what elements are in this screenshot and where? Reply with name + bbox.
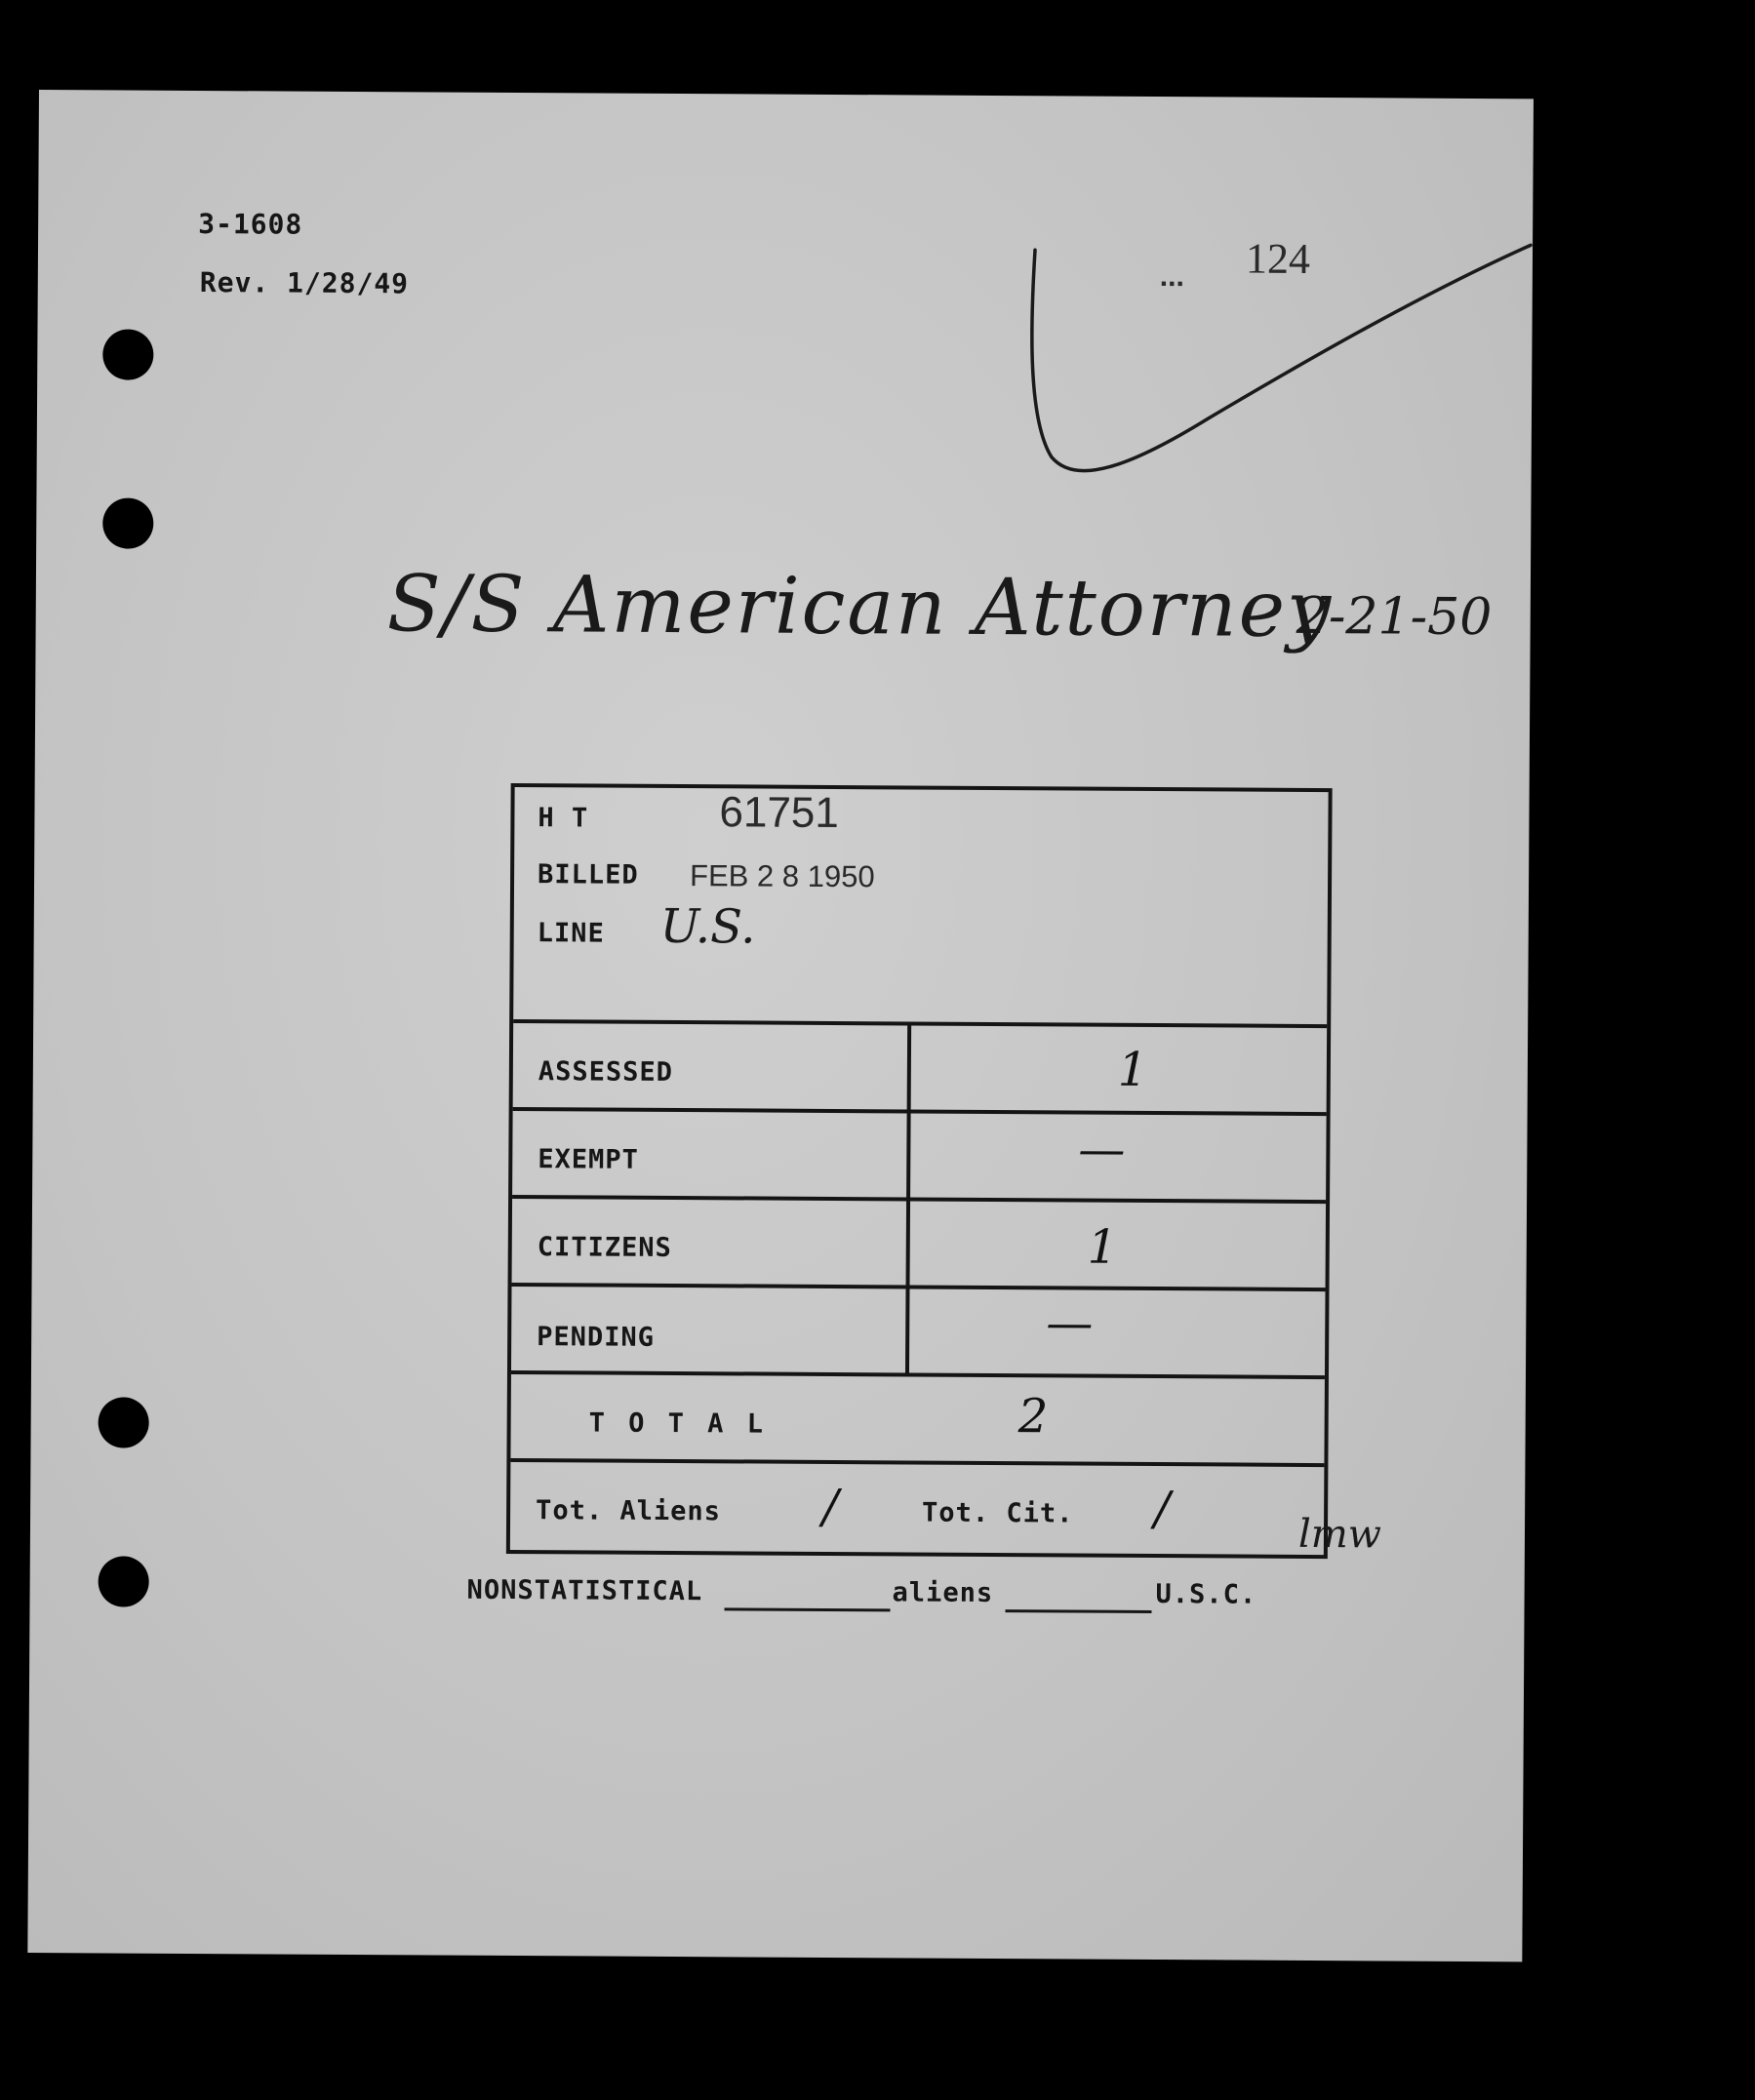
citizens-value: 1 xyxy=(1087,1219,1118,1275)
form-sheet xyxy=(27,90,1534,1961)
nonstatistical-label: NONSTATISTICAL xyxy=(466,1574,703,1607)
line-label: LINE xyxy=(537,918,605,949)
exempt-value: — xyxy=(1078,1122,1126,1177)
line-value: U.S. xyxy=(659,898,756,955)
arrival-date: 2-21-50 xyxy=(1296,586,1493,648)
total-value: 2 xyxy=(1017,1389,1049,1445)
assessed-label: ASSESSED xyxy=(538,1056,673,1088)
pending-value: — xyxy=(1046,1295,1094,1351)
billed-date-stamp: FEB 2 8 1950 xyxy=(689,858,875,894)
pending-label: PENDING xyxy=(537,1322,656,1353)
form-number: 3-1608 xyxy=(198,207,303,241)
tot-aliens-value: / xyxy=(821,1479,839,1535)
page-number: 124 xyxy=(1245,234,1311,283)
nonstatistical-usc-label: U.S.C. xyxy=(1155,1579,1257,1610)
ht-label: H T xyxy=(538,803,589,834)
pen-check-mark xyxy=(27,90,1534,1961)
form-revision: Rev. 1/28/49 xyxy=(199,266,410,300)
inspector-initials: lmw xyxy=(1297,1511,1382,1558)
nonstatistical-aliens-label: aliens xyxy=(892,1577,994,1609)
tot-aliens-label: Tot. Aliens xyxy=(536,1495,722,1527)
billed-label: BILLED xyxy=(537,859,639,891)
exempt-label: EXEMPT xyxy=(538,1144,639,1175)
total-label: T O T A L xyxy=(588,1407,768,1440)
tot-cit-value: / xyxy=(1153,1482,1171,1537)
dots-mark: ... xyxy=(1159,260,1184,294)
tot-cit-label: Tot. Cit. xyxy=(922,1497,1074,1529)
citizens-label: CITIZENS xyxy=(537,1232,672,1263)
ht-value: 61751 xyxy=(719,788,839,838)
vessel-name: S/S American Attorney xyxy=(386,558,1334,655)
assessed-value: 1 xyxy=(1117,1042,1148,1097)
